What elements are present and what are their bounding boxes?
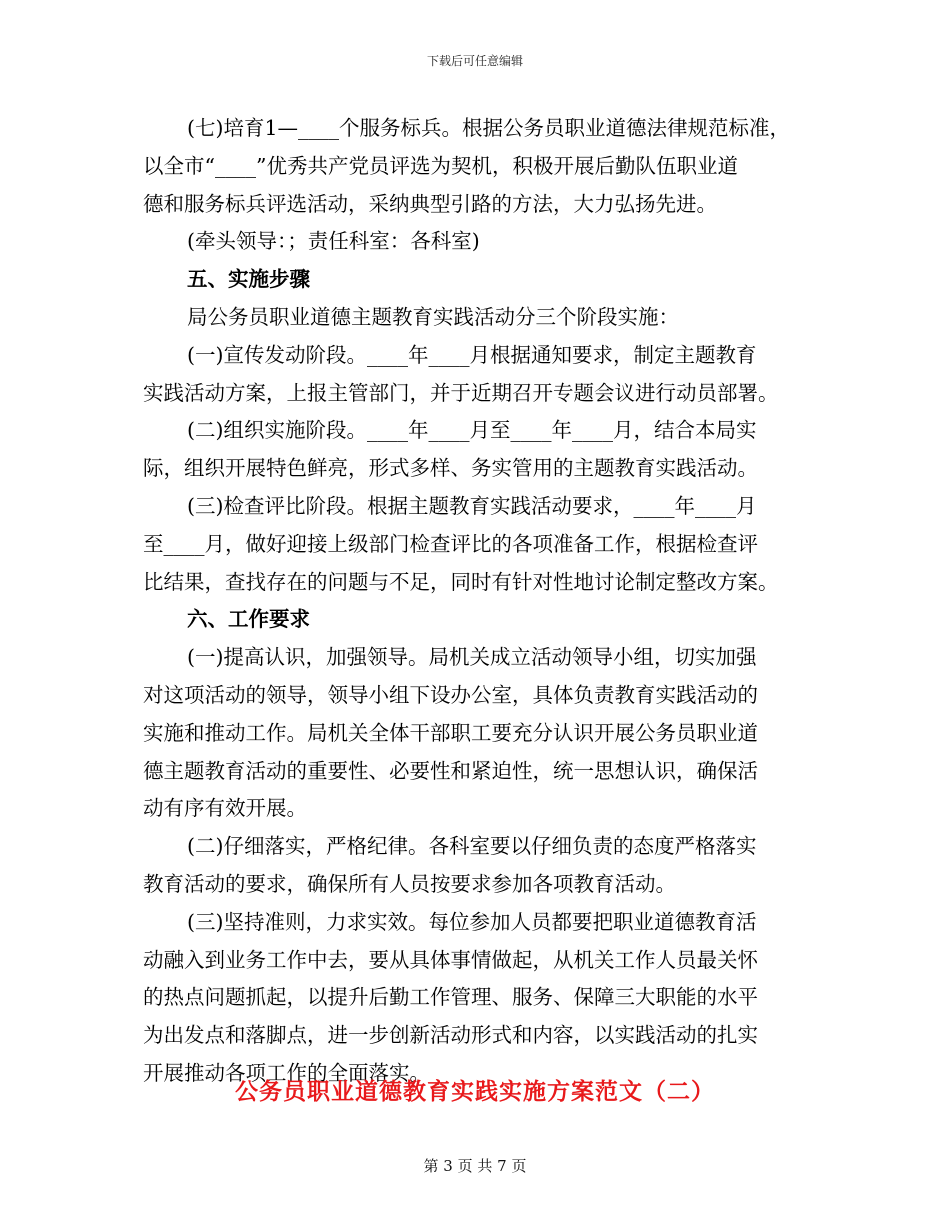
body-line: 局公务员职业道德主题教育实践活动分三个阶段实施：: [187, 304, 679, 329]
page-number: 第 3 页 共 7 页: [423, 1157, 527, 1175]
body-line: (二)组织实施阶段。____年____月至____年____月，结合本局实: [187, 418, 757, 443]
body-line: 的热点问题抓起，以提升后勤工作管理、服务、保障三大职能的水平: [143, 985, 758, 1010]
body-line: 实施和推动工作。局机关全体干部职工要充分认识开展公务员职业道: [143, 720, 758, 745]
body-line: 德和服务标兵评选活动，采纳典型引路的方法，大力弘扬先进。: [143, 191, 717, 216]
body-line: (一)提高认识，加强领导。局机关成立活动领导小组，切实加强: [187, 645, 757, 670]
body-line: 对这项活动的领导，领导小组下设办公室，具体负责教育实践活动的: [143, 682, 758, 707]
body-line: (二)仔细落实，严格纪律。各科室要以仔细负责的态度严格落实: [187, 834, 757, 859]
section-heading: 六、工作要求: [187, 607, 310, 632]
body-line: 际，组织开展特色鲜亮，形式多样、务实管用的主题教育实践活动。: [143, 456, 758, 481]
body-line: 实践活动方案，上报主管部门，并于近期召开专题会议进行动员部署。: [143, 380, 779, 405]
body-line: (七)培育1—____个服务标兵。根据公务员职业道德法律规范标准，: [187, 116, 791, 140]
body-line: 动有序有效开展。: [143, 796, 307, 821]
body-line: (三)坚持准则，力求实效。每位参加人员都要把职业道德教育活: [187, 909, 757, 934]
body-line: 以全市“____”优秀共产党员评选为契机，积极开展后勤队伍职业道: [143, 153, 738, 178]
section-heading: 五、实施步骤: [187, 267, 310, 292]
body-line: 比结果，查找存在的问题与不足，同时有针对性地讨论制定整改方案。: [143, 569, 779, 594]
body-line: 教育活动的要求，确保所有人员按要求参加各项教育活动。: [143, 871, 676, 896]
body-line: 开展推动各项工作的全面落实。: [143, 1060, 430, 1085]
body-line: 为出发点和落脚点，进一步创新活动形式和内容，以实践活动的扎实: [143, 1023, 758, 1048]
body-line: 德主题教育活动的重要性、必要性和紧迫性，统一思想认识，确保活: [143, 758, 758, 783]
page-header-note: 下载后可任意编辑: [426, 54, 523, 68]
body-line: 动融入到业务工作中去，要从具体事情做起，从机关工作人员最关怀: [143, 947, 758, 972]
body-line: (一)宣传发动阶段。____年____月根据通知要求，制定主题教育: [187, 342, 757, 367]
document-title: 公务员职业道德教育实践实施方案范文（二）: [235, 1078, 715, 1105]
body-line: 至____月，做好迎接上级部门检查评比的各项准备工作，根据检查评: [143, 531, 758, 556]
body-line: (三)检查评比阶段。根据主题教育实践活动要求，____年____月: [187, 493, 757, 518]
document-body: [143, 110, 808, 1093]
body-line: (牵头领导：；责任科室：各科室): [187, 229, 480, 254]
